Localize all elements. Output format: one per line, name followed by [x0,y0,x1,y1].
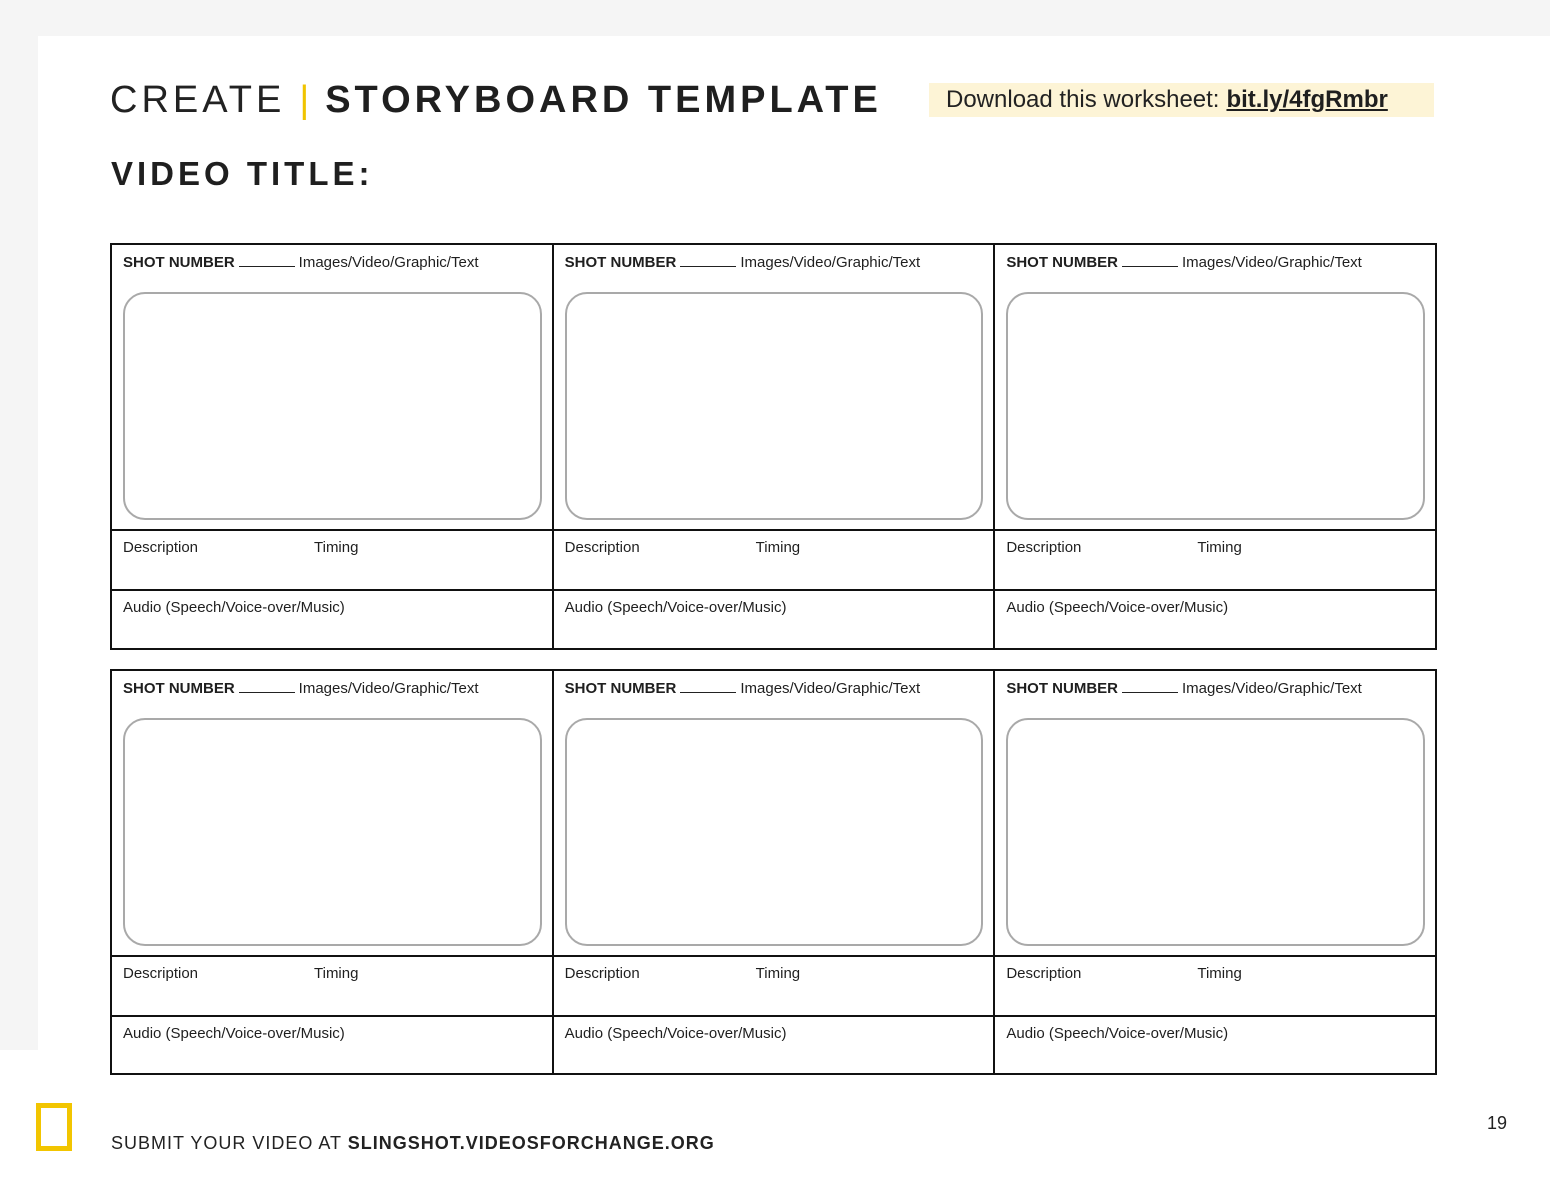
shot-frame[interactable] [123,292,542,520]
shot-cell [552,245,994,648]
shot-frame[interactable] [565,292,984,520]
shot-cell [993,245,1435,648]
footer-submit [111,1133,715,1154]
timing-label: Timing [755,965,801,982]
page-number: 19 [1487,1113,1508,1133]
timing-label: Timing [314,539,359,556]
shot-cell [112,245,552,648]
left-band [0,0,38,1050]
title-separator: | [299,78,310,121]
description-label: Description [564,965,640,982]
shot-number-label: SHOT NUMBER [123,254,235,271]
video-title-label: VIDEO TITLE: [111,155,374,192]
audio-row[interactable] [112,1015,552,1073]
description-row[interactable] [112,529,552,591]
top-band [0,0,1550,36]
audio-row[interactable] [554,589,994,648]
shot-number-blank[interactable] [1122,265,1178,267]
audio-label: Audio (Speech/Voice-over/Music) [123,599,345,616]
nat-geo-logo-icon [36,1103,72,1151]
audio-label: Audio (Speech/Voice-over/Music) [564,599,787,616]
shot-number-label: SHOT NUMBER [1006,254,1119,271]
storyboard-row-1 [110,243,1437,650]
shot-number-blank[interactable] [1122,691,1178,693]
shot-number-blank[interactable] [239,265,295,267]
description-label: Description [123,965,199,982]
download-link[interactable]: bit.ly/4fgRmbr [1226,86,1388,113]
shot-number-blank[interactable] [680,265,736,267]
media-label: Images/Video/Graphic/Text [1182,254,1362,271]
audio-label: Audio (Speech/Voice-over/Music) [123,1025,345,1042]
title-storyboard-template: STORYBOARD TEMPLATE [325,78,882,121]
shot-number-label: SHOT NUMBER [123,680,235,697]
description-label: Description [564,539,640,556]
description-row[interactable] [995,529,1435,591]
audio-row[interactable] [554,1015,994,1073]
footer-submit-url[interactable]: SLINGSHOT.VIDEOSFORCHANGE.ORG [347,1133,715,1153]
audio-label: Audio (Speech/Voice-over/Music) [1006,1025,1229,1042]
audio-label: Audio (Speech/Voice-over/Music) [564,1025,787,1042]
shot-header [565,254,921,271]
description-label: Description [1006,965,1082,982]
shot-number-label: SHOT NUMBER [564,254,677,271]
shot-header [123,680,479,697]
description-row[interactable] [995,955,1435,1017]
shot-header [565,680,921,697]
timing-label: Timing [1197,539,1242,556]
timing-label: Timing [314,965,359,982]
description-row[interactable] [554,955,994,1017]
shot-frame[interactable] [123,718,542,946]
media-label: Images/Video/Graphic/Text [740,680,921,697]
shot-header [123,254,479,271]
description-row[interactable] [554,529,994,591]
shot-cell [993,671,1435,1073]
shot-frame[interactable] [1006,718,1425,946]
media-label: Images/Video/Graphic/Text [740,254,921,271]
footer-submit-label: SUBMIT YOUR VIDEO AT [111,1133,342,1153]
media-label: Images/Video/Graphic/Text [1182,680,1362,697]
audio-label: Audio (Speech/Voice-over/Music) [1006,599,1229,616]
download-banner [929,83,1434,117]
shot-header [1006,680,1362,697]
description-row[interactable] [112,955,552,1017]
media-label: Images/Video/Graphic/Text [298,680,479,697]
download-label: Download this worksheet: [946,86,1220,113]
audio-row[interactable] [112,589,552,648]
shot-number-blank[interactable] [239,691,295,693]
shot-number-label: SHOT NUMBER [564,680,677,697]
shot-frame[interactable] [1006,292,1425,520]
shot-cell [552,671,994,1073]
shot-number-label: SHOT NUMBER [1006,680,1119,697]
shot-cell [112,671,552,1073]
timing-label: Timing [1197,965,1242,982]
description-label: Description [1006,539,1082,556]
title-create: CREATE [110,78,286,121]
storyboard-row-2 [110,669,1437,1075]
shot-number-blank[interactable] [680,691,736,693]
page-title [110,78,882,122]
description-label: Description [123,539,199,556]
audio-row[interactable] [995,589,1435,648]
timing-label: Timing [755,539,801,556]
shot-header [1006,254,1362,271]
media-label: Images/Video/Graphic/Text [298,254,479,271]
shot-frame[interactable] [565,718,984,946]
audio-row[interactable] [995,1015,1435,1073]
